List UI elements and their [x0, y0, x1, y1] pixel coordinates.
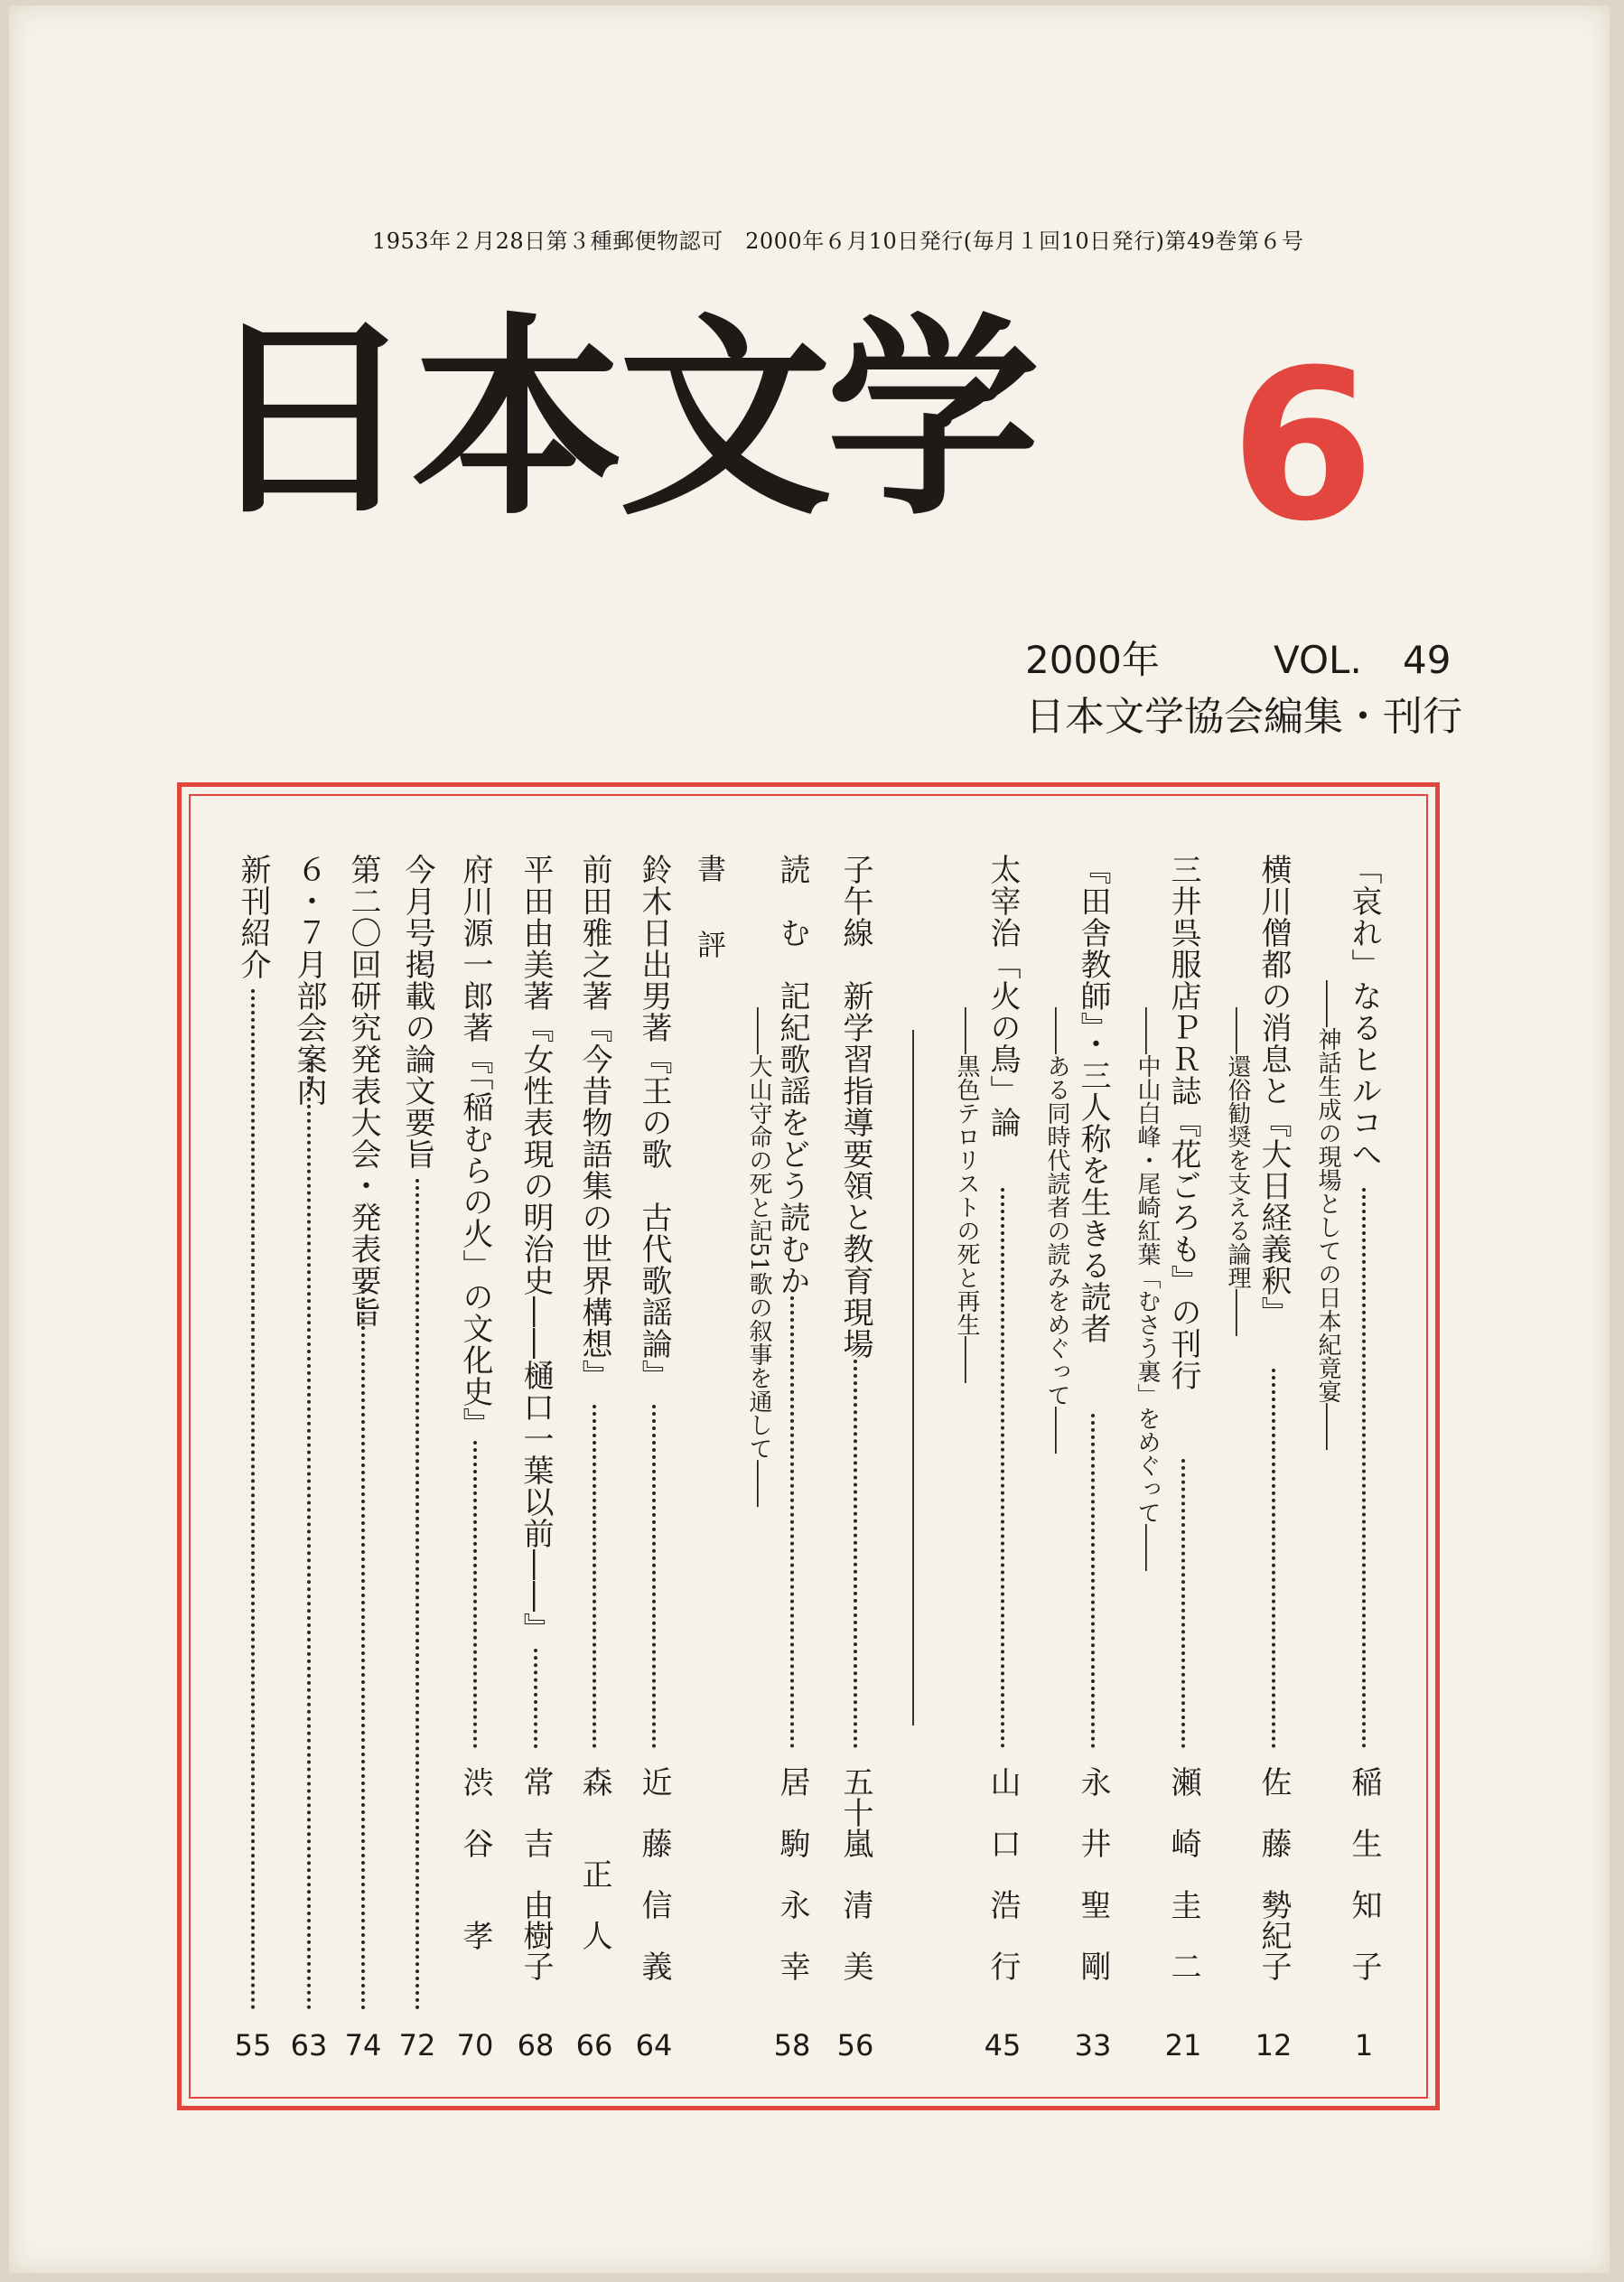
review-title: 平田由美著『女性表現の明治史――樋口一葉以前――』	[518, 854, 554, 1644]
leader-dots	[593, 1405, 596, 1748]
notice-page: 55	[234, 2028, 272, 2062]
leader-dots	[1272, 1369, 1275, 1748]
article-author: 永 井 聖 剛	[1075, 1766, 1111, 1981]
notice-title: ６・７月部会案内	[291, 854, 327, 1107]
leader-dots	[307, 1062, 311, 2010]
leader-dots	[1001, 1188, 1004, 1748]
column-title: 記紀歌謡をどう読むか	[774, 980, 810, 1296]
leader-dots	[790, 1296, 794, 1748]
review-title: 府川源一郎著『「稲むらの火」の文化史』	[457, 854, 493, 1439]
column-label: 読 む	[774, 854, 810, 949]
leader-dots	[854, 1360, 857, 1748]
review-page: 68	[517, 2028, 555, 2062]
notice-title: 今月号掲載の論文要旨	[399, 854, 435, 1170]
leader-dots	[415, 1179, 419, 2010]
article-page: 45	[984, 2028, 1022, 2062]
article-page: 1	[1354, 2028, 1374, 2062]
review-page: 64	[635, 2028, 673, 2062]
article-subtitle: ――神話生成の現場としての日本紀竟宴――	[1314, 980, 1341, 1450]
notice-title: 第二〇回研究発表大会・発表要旨	[345, 854, 381, 1328]
article-title: 「哀れ」なるヒルコへ	[1346, 854, 1382, 1170]
article-page: 12	[1255, 2028, 1293, 2062]
review-title: 鈴木日出男著『王の歌 古代歌謡論』	[636, 854, 672, 1391]
review-author: 近 藤 信 義	[636, 1766, 672, 1981]
article-author: 稲 生 知 子	[1346, 1766, 1382, 1981]
notice-page: 74	[344, 2028, 382, 2062]
article-subtitle: ――黒色テロリストの死と再生――	[953, 1007, 980, 1383]
article-author: 山 口 浩 行	[985, 1766, 1021, 1981]
review-section-label: 書 評	[693, 854, 727, 968]
journal-title: 日本文学	[203, 293, 1035, 544]
leader-dots	[1362, 1188, 1366, 1748]
column-author: 五十嵐 清 美	[837, 1766, 873, 1981]
volume-label: VOL.	[1274, 638, 1362, 682]
article-title: 三井呉服店ＰＲ誌『花ごろも』の刊行	[1165, 854, 1201, 1391]
section-divider	[912, 1030, 914, 1726]
leader-dots	[1091, 1414, 1095, 1748]
article-page: 33	[1074, 2028, 1112, 2062]
notice-page: 63	[290, 2028, 328, 2062]
article-author: 佐 藤 勢紀子	[1255, 1766, 1292, 1981]
column-author: 居 駒 永 幸	[774, 1766, 810, 1981]
review-author: 森 正 人	[576, 1766, 612, 1950]
issue-year: 2000年	[1025, 638, 1160, 682]
issue-number: 6	[1230, 326, 1376, 567]
article-subtitle: ――ある同時代読者の読みをめぐって――	[1043, 1007, 1070, 1454]
column-title: 新学習指導要領と教育現場	[837, 980, 873, 1360]
review-page: 66	[575, 2028, 613, 2062]
review-title: 前田雅之著『今昔物語集の世界構想』	[576, 854, 612, 1391]
review-author: 渋 谷 孝	[457, 1766, 493, 1950]
article-title: 横川僧都の消息と『大日経義釈』	[1255, 854, 1292, 1328]
article-page: 21	[1164, 2028, 1202, 2062]
notice-page: 72	[398, 2028, 436, 2062]
article-author: 瀬 崎 圭 二	[1165, 1766, 1201, 1981]
postal-registration-line: 1953年２月28日第３種郵便物認可 2000年６月10日発行(毎月１回10日発行)第49巻第６号	[372, 229, 1304, 254]
volume-number: 49	[1403, 638, 1451, 682]
publisher: 日本文学協会編集・刊行	[1025, 694, 1462, 740]
leader-dots	[652, 1405, 656, 1748]
article-title: 『田舎教師』・三人称を生きる読者	[1075, 854, 1111, 1344]
notice-title: 新刊紹介	[235, 854, 271, 980]
article-subtitle: ――還俗勧奨を支える論理――	[1224, 1007, 1251, 1336]
leader-dots	[534, 1649, 537, 1748]
leader-dots	[473, 1441, 477, 1748]
leader-dots	[1181, 1459, 1185, 1748]
article-subtitle: ――中山白峰・尾崎紅葉「むさう裏」をめぐって――	[1134, 1007, 1161, 1571]
article-title: 太宰治「火の鳥」論	[985, 854, 1021, 1138]
leader-dots	[361, 1283, 365, 2010]
column-page: 58	[773, 2028, 811, 2062]
leader-dots	[251, 989, 255, 2010]
column-page: 56	[836, 2028, 874, 2062]
review-author: 常 吉 由樹子	[518, 1766, 554, 1981]
column-subtitle: ――大山守命の死と記51歌の叙事を通して――	[745, 1007, 772, 1508]
review-page: 70	[456, 2028, 494, 2062]
column-label: 子午線	[837, 854, 873, 949]
